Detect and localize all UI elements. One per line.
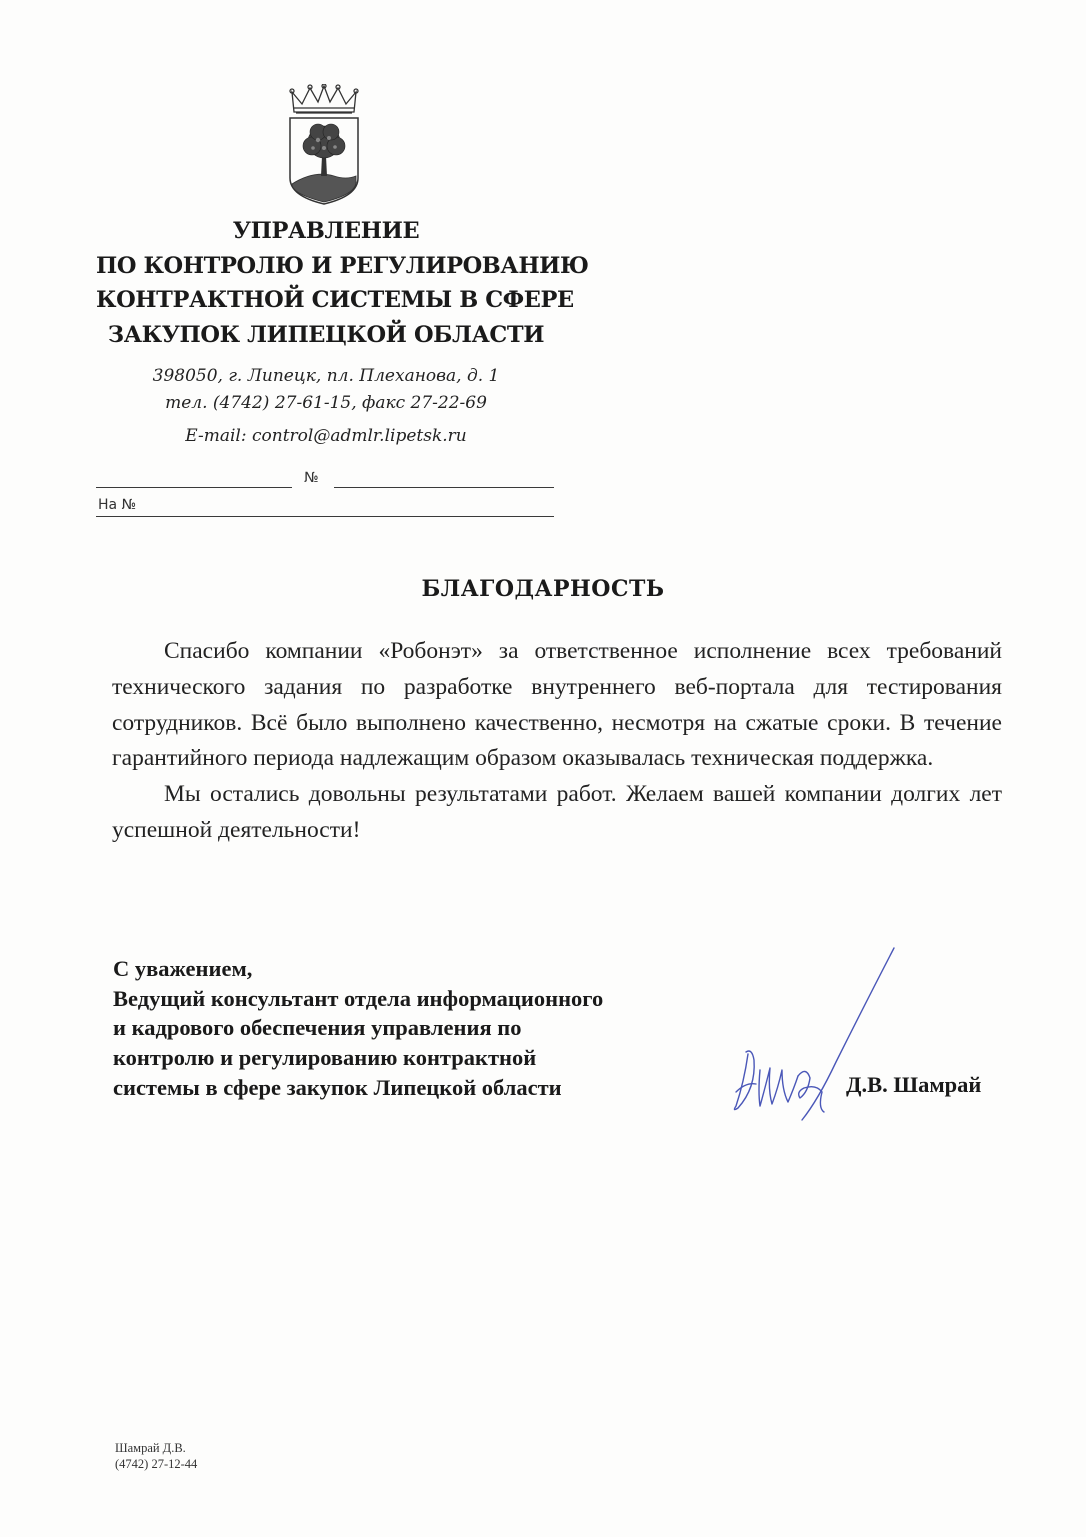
date-line [96,487,292,488]
org-email: E-mail: control@admlr.lipetsk.ru [185,426,467,446]
org-name-line: УПРАВЛЕНИЕ [232,218,420,244]
letter-body [112,634,1002,849]
executor-phone: (4742) 27-12-44 [115,1457,198,1471]
position-line: контролю и регулированию контрактной [113,1045,537,1071]
organization-name [96,214,589,352]
handwritten-signature-icon [726,942,906,1127]
position-line: и кадрового обеспечения управления по [113,1015,522,1041]
document-title: БЛАГОДАРНОСТЬ [421,576,665,602]
reply-number-row [96,495,554,517]
body-paragraph: Спасибо компании «Робонэт» за ответственное исполнение всех требований технического задания по разработке внутреннего веб-портала для тестирования сотрудников. Всё было выполнено качественно, несмотря на сжатые сроки. В течение гарантийного периода надлежащим образом оказывалась техническая поддержка. [112,638,1002,772]
number-line [334,487,554,488]
coat-of-arms-icon [284,84,364,208]
org-name-line: ЗАКУПОК ЛИПЕЦКОЙ ОБЛАСТИ [107,321,545,348]
reply-label: На № [98,497,137,513]
org-address: 398050, г. Липецк, пл. Плеханова, д. 1 [152,366,500,386]
position-line: системы в сфере закупок Липецкой области [113,1074,562,1100]
organization-contacts [96,363,556,450]
executor-info [115,1440,197,1472]
outgoing-number-row [96,468,554,490]
position-line: Ведущий консультант отдела информационного [113,985,604,1011]
body-paragraph: Мы остались довольны результатами работ. Желаем вашей компании долгих лет успешной деятельности! [112,781,1002,843]
reply-line [96,516,554,517]
org-name-line: ПО КОНТРОЛЮ И РЕГУЛИРОВАНИЮ [96,252,589,279]
org-name-line: КОНТРАКТНОЙ СИСТЕМЫ В СФЕРЕ [96,287,574,313]
number-label: № [304,470,319,486]
signature-block [113,954,713,1103]
executor-name: Шамрай Д.В. [115,1441,186,1455]
closing-line: С уважением, [113,956,253,981]
org-phone-fax: тел. (4742) 27-61-15, факс 27-22-69 [165,393,487,413]
signer-name: Д.В. Шамрай [846,1072,982,1097]
